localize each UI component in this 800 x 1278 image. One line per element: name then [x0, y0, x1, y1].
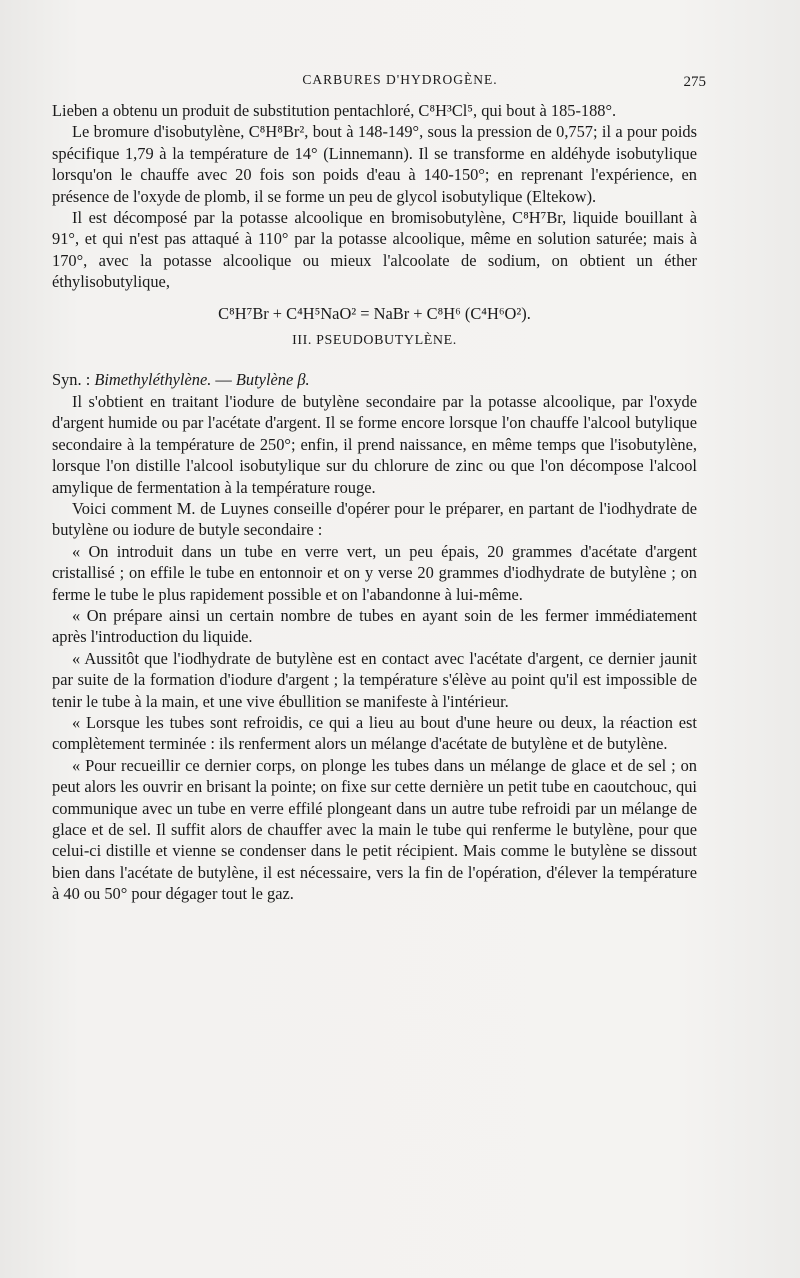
paragraph: « Lorsque les tubes sont refroidis, ce qui a lieu au bout d'une heure ou deux, la réaction est complètement terminée : ils renferment alors un mélange d'acétate de butylène et de butylène. — [52, 712, 697, 754]
paragraph: Il s'obtient en traitant l'iodure de butylène secondaire par la potasse alcoolique, par l'oxyde d'argent humide ou par l'acétate d'argent. Il se forme encore lorsque l'on chauffe l'alcool butylique secondaire à la température de 250°; enfin, il prend naissance, en même temps que l'isobutylène, lorsque l'on distille l'alcool isobutylique sur du chlorure de zinc ou que l'on décompose l'alcool amylique de fermentation à la température rouge. — [52, 391, 697, 497]
chemical-equation: C⁸H⁷Br + C⁴H⁵NaO² = NaBr + C⁸H⁶ (C⁴H⁶O²). — [218, 303, 531, 323]
paragraph: « On introduit dans un tube en verre vert, un peu épais, 20 grammes d'acétate d'argent cristallisé ; on effile le tube en entonnoir et on y verse 20 grammes d'iodhydrate de butylène ; on ferme le tube le plus rapidement possible et on l'abandonne à lui-même. — [52, 541, 697, 604]
synonym-2: Butylène β. — [235, 370, 310, 390]
page-number: 275 — [683, 74, 706, 90]
paragraph: « Aussitôt que l'iodhydrate de butylène est en contact avec l'acétate d'argent, ce dernier jaunit par suite de la formation d'iodure d'argent ; la température s'élève au point qu'il est impossible de tenir le tube à la main, et une vive ébullition se manifeste à l'intérieur. — [52, 648, 697, 711]
synonyms-prefix: Syn. : — [52, 370, 95, 390]
paragraph: Le bromure d'isobutylène, C⁸H⁸Br², bout à 148-149°, sous la pression de 0,757; il a pour poids spécifique 1,79 à la température de 14° (Linnemann). Il se transforme en aldéhyde isobutylique lorsqu'on le chauffe avec 20 fois son poids d'eau à 140-150°; en reprenant l'expérience, en présence de l'oxyde de plomb, il se forme un peu de glycol isobutylique (Eltekow). — [52, 122, 697, 206]
page-header — [0, 72, 800, 94]
synonym-separator: — — [211, 370, 236, 390]
page-body — [52, 100, 697, 905]
synonym-1: Bimethyléthylène. — [94, 370, 212, 390]
paragraph: « On prépare ainsi un certain nombre de tubes en ayant soin de les fermer immédiatement après l'introduction du liquide. — [52, 605, 697, 647]
running-head: CARBURES D'HYDROGÈNE. — [302, 72, 498, 87]
paragraph: « Pour recueillir ce dernier corps, on plonge les tubes dans un mélange de glace et de sel ; on peut alors les ouvrir en brisant la pointe; on fixe sur cette dernière un petit tube en caoutchouc, qui communique avec un tube en verre effilé plongeant dans un autre tube refroidi par un mélange de glace et de sel. Il suffit alors de chauffer avec la main le tube qui renferme le butylène, pour que celui-ci distille et vienne se condenser dans le petit récipient. Mais comme le butylène se dissout bien dans l'acétate de butylène, il est nécessaire, vers la fin de l'opération, d'élever la température à 40 ou 50° pour dégager tout le gaz. — [52, 755, 697, 904]
paragraph: Lieben a obtenu un produit de substitution pentachloré, C⁸H³Cl⁵, qui bout à 185-188°. — [52, 101, 617, 120]
section-title: III. PSEUDOBUTYLÈNE. — [292, 333, 457, 349]
paragraph: Il est décomposé par la potasse alcoolique en bromisobutylène, C⁸H⁷Br, liquide bouillant à 91°, et qui n'est pas attaqué à 110° par la potasse alcoolique, même en solution saturée; mais à 170°, avec la potasse alcoolique ou mieux l'alcoolate de sodium, on obtient un éther éthylisobutylique, — [52, 208, 697, 292]
paragraph: Voici comment M. de Luynes conseille d'opérer pour le préparer, en partant de l'iodhydrate de butylène ou iodure de butyle secondaire : — [52, 498, 697, 540]
synonyms-line — [52, 369, 697, 390]
